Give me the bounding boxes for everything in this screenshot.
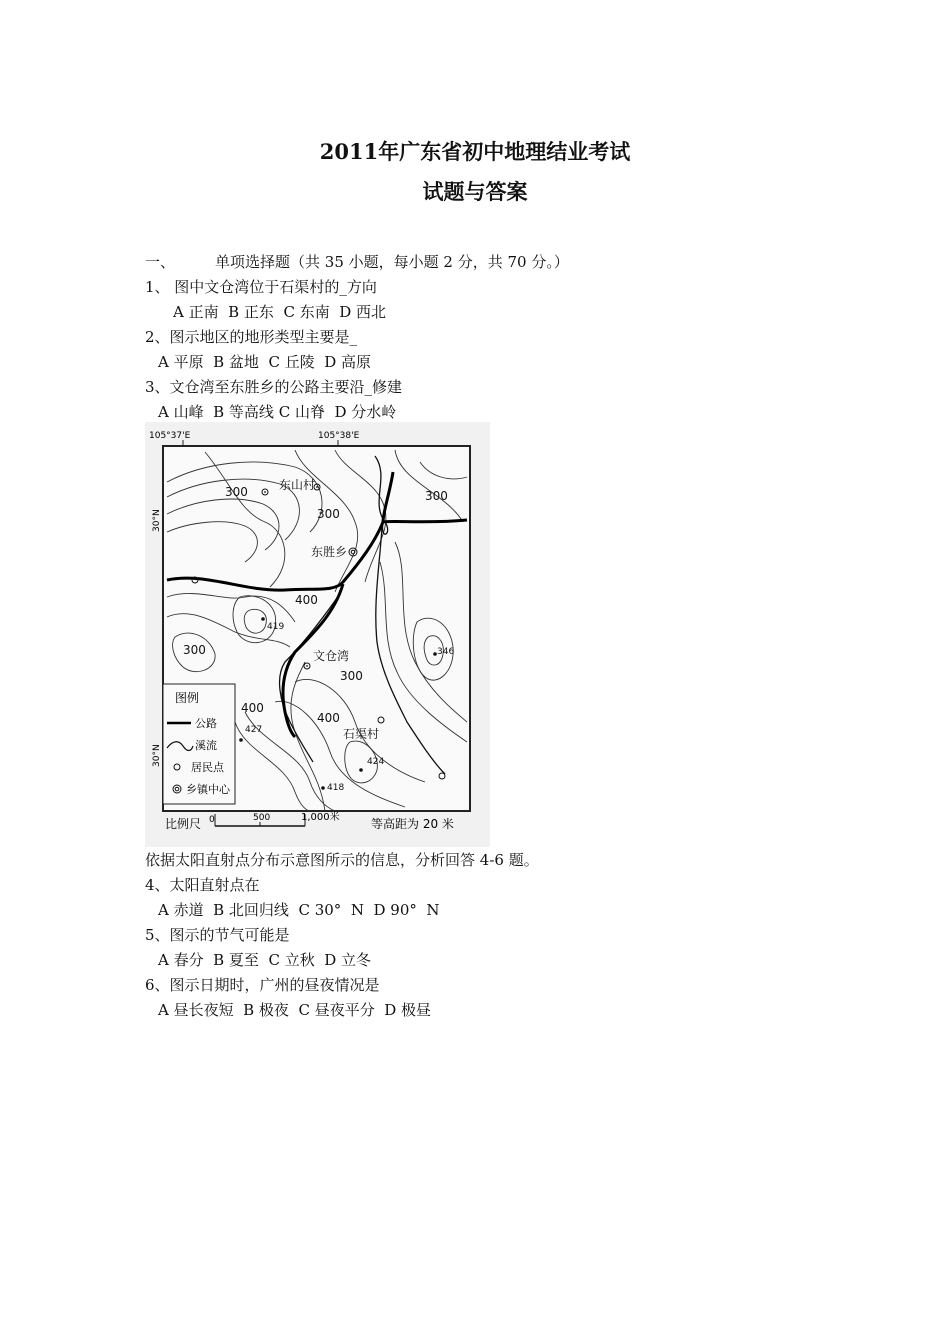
spot-height-label: 418: [327, 783, 345, 793]
contour-label: 300: [183, 643, 206, 657]
contour-interval: 等高距为 20 米: [371, 817, 454, 831]
spot-height-marker: [239, 738, 243, 742]
spot-height-marker: [261, 617, 265, 621]
page-title: 2011年广东省初中地理结业考试: [319, 139, 631, 164]
map-legend: [163, 684, 235, 804]
question-3-options: A 山峰 B 等高线 C 山脊 D 分水岭: [158, 403, 397, 421]
spot-height-label: 419: [267, 622, 285, 632]
question-3-stem: 3、文仓湾至东胜乡的公路主要沿_修建: [145, 378, 403, 396]
lat-top-label: 30°N: [152, 509, 162, 532]
settlement-dot: [306, 665, 308, 667]
legend-town: 乡镇中心: [186, 783, 230, 796]
page-subtitle: 试题与答案: [422, 179, 528, 204]
spot-height-marker: [359, 768, 363, 772]
intro-4-6: 依据太阳直射点分布示意图所示的信息，分析回答 4-6 题。: [145, 851, 539, 869]
contour-label: 400: [295, 593, 318, 607]
spot-height-label: 346: [437, 647, 455, 657]
legend-stream: 溪流: [195, 739, 217, 752]
place-dongsheng: 东胜乡: [311, 545, 348, 559]
place-dongshan: 东山村: [279, 478, 316, 492]
contour-label: 400: [241, 701, 264, 715]
contour-label: 300: [225, 485, 248, 499]
scale-mid: 500: [253, 813, 271, 823]
spot-height-marker: [321, 786, 325, 790]
section-number: 一、: [145, 253, 176, 271]
section-title: 单项选择题（共 35 小题，每小题 2 分，共 70 分。）: [215, 253, 569, 271]
lat-bottom-label: 30°N: [152, 744, 162, 767]
lon-right-label: 105°38'E: [318, 431, 360, 441]
settlement-dot: [316, 486, 318, 488]
question-6-stem: 6、图示日期时，广州的昼夜情况是: [145, 976, 380, 994]
question-4-stem: 4、太阳直射点在: [145, 876, 260, 894]
contour-label: 300: [425, 489, 448, 503]
contour-label: 300: [317, 507, 340, 521]
spot-height-label: 424: [367, 757, 385, 767]
question-2-options: A 平原 B 盆地 C 丘陵 D 高原: [158, 353, 372, 371]
legend-title: 图例: [175, 691, 200, 705]
contour-label: 300: [340, 669, 363, 683]
place-wencang: 文仓湾: [313, 649, 350, 663]
question-2-stem: 2、图示地区的地形类型主要是_: [145, 328, 358, 346]
question-6-options: A 昼长夜短 B 极夜 C 昼夜平分 D 极昼: [158, 1001, 432, 1019]
scale-label: 比例尺: [165, 817, 202, 831]
topographic-map: [145, 422, 490, 847]
spot-height-label: 427: [245, 725, 263, 735]
question-5-stem: 5、图示的节气可能是: [145, 926, 290, 944]
scale-zero: 0: [209, 815, 215, 825]
question-4-options: A 赤道 B 北回归线 C 30° N D 90° N: [158, 901, 440, 919]
lon-left-label: 105°37'E: [149, 431, 191, 441]
section-heading: [145, 252, 569, 272]
settlement-dot: [264, 491, 266, 493]
scale-end: 1,000米: [301, 812, 340, 823]
question-1-stem: 1、 图中文仓湾位于石渠村的_方向: [145, 278, 377, 296]
place-shiqu: 石渠村: [343, 727, 380, 741]
legend-settlement: 居民点: [191, 761, 224, 774]
contour-label: 400: [317, 711, 340, 725]
legend-road: 公路: [195, 717, 217, 730]
question-1-options: A 正南 B 正东 C 东南 D 西北: [173, 303, 387, 321]
question-5-options: A 春分 B 夏至 C 立秋 D 立冬: [158, 951, 372, 969]
